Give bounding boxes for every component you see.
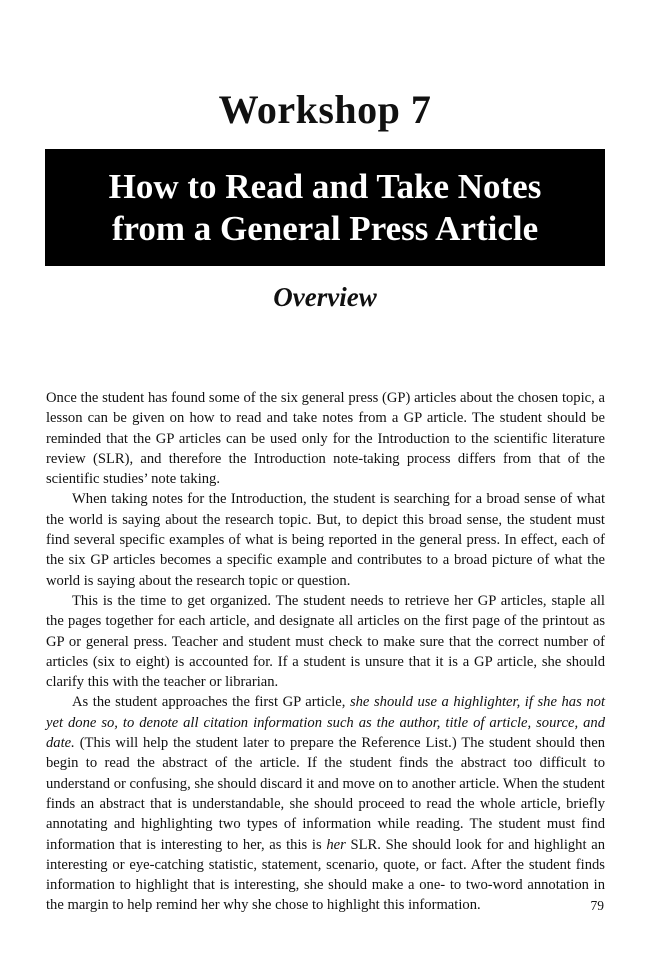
body-text [46,388,605,916]
paragraph-2: When taking notes for the Introduction, the student is searching for a broad sense of what the world is saying about the research topic. But, to depict this broad sense, the student must find several specific examples of what is being reported in the general press. In effect, each of the six GP articles becomes a specific example and contributes to a broad picture of what the world is saying about the research topic or question. [46,491,605,589]
chapter-title-line-2: from a General Press Article [111,208,539,248]
paragraph-4-italic-her: her [326,836,346,853]
workshop-title: Workshop 7 [218,87,432,132]
page-number: 79 [590,898,604,913]
chapter-title-banner [45,149,605,266]
paragraph-4-italic-instruction: she should use a highlighter, if she has not yet done so, to denote all citation information such as the author, title of article, source, and date. [46,694,605,752]
paragraph-4-end: SLR. She should look for and highlight an interesting or eye-catching statistic, statement, scenario, quote, or fact. After the student finds information to highlight that is interesting, she should make a one- to two-word annotation in the margin to help remind her why she chose to highlight this information. [46,836,605,914]
paragraph-1: Once the student has found some of the six general press (GP) articles about the chosen topic, a lesson can be given on how to read and take notes from a GP article. The student should be reminded that the GP articles can be used only for the Introduction to the scientific literature review (SLR), and therefore the Introduction note-taking process differs from that of the scientific studies’ note taking. [46,390,605,488]
section-heading: Overview [273,282,377,312]
chapter-title-line-1: How to Read and Take Notes [108,166,542,206]
paragraph-4 [46,692,605,915]
paragraph-4-body: (This will help the student later to prepare the Reference List.) The student should then begin to read the abstract of the article. If the student finds the abstract too difficult to understand or confusing, she should discard it and move on to another article. When the student finds an abstract that is understandable, she should proceed to read the whole article, briefly annotating and highlighting two types of information while reading. The student must find information that is interesting to her, as this is [46,735,605,853]
paragraph-4-intro: As the student approaches the first GP article, [72,694,350,711]
paragraph-3: This is the time to get organized. The student needs to retrieve her GP articles, staple all the pages together for each article, and designate all articles on the first page of the printout as GP or general press. Teacher and student must check to make sure that the correct number of articles (six to eight) is accounted for. If a student is unsure that it is a GP article, she should clarify this with the teacher or librarian. [46,592,605,691]
